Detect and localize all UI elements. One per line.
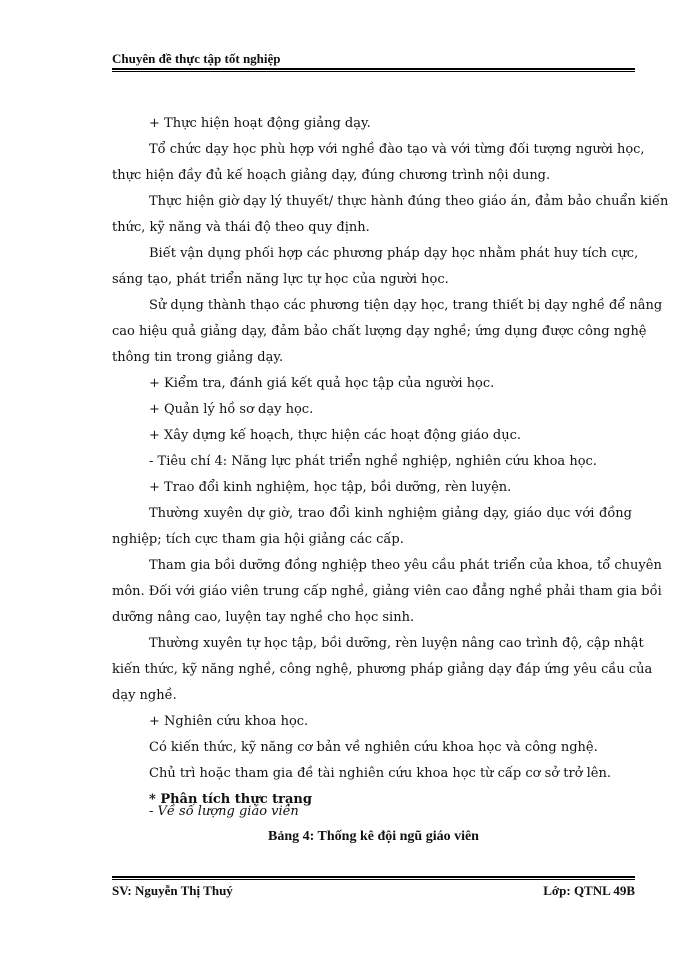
body-line: - Tiêu chí 4: Năng lực phát triển nghề nghiệp, nghiên cứu khoa học.: [149, 454, 597, 469]
body-line: Tham gia bồi dưỡng đồng nghiệp theo yêu cầu phát triển của khoa, tổ chuyên: [149, 558, 662, 573]
table-caption: Bảng 4: Thống kê đội ngũ giáo viên: [268, 829, 479, 844]
footer-rule-thin: [112, 879, 635, 880]
body-line: cao hiệu quả giảng dạy, đảm bảo chất lượng dạy nghề; ứng dụng được công nghệ: [112, 324, 647, 339]
body-line: + Kiểm tra, đánh giá kết quả học tập của người học.: [149, 376, 495, 391]
body-line: kiến thức, kỹ năng nghề, công nghệ, phương pháp giảng dạy đáp ứng yêu cầu của: [112, 662, 653, 677]
body-line: Chủ trì hoặc tham gia đề tài nghiên cứu khoa học từ cấp cơ sở trở lên.: [149, 766, 612, 781]
footer-rule: [112, 876, 635, 878]
section-heading: * Phân tích thực trạng: [149, 792, 312, 807]
header-rule-thin: [112, 71, 635, 72]
body-line: + Xây dựng kế hoạch, thực hiện các hoạt động giáo dục.: [149, 428, 522, 443]
body-line: Có kiến thức, kỹ năng cơ bản về nghiên cứu khoa học và công nghệ.: [149, 740, 598, 755]
footer-student-name: SV: Nguyễn Thị Thuý: [112, 883, 233, 898]
subsection-heading: - Về số lượng giáo viên: [149, 804, 299, 819]
body-line: thực hiện đầy đủ kế hoạch giảng dạy, đúng chương trình nội dung.: [112, 168, 551, 183]
body-line: Thực hiện giờ dạy lý thuyết/ thực hành đúng theo giáo án, đảm bảo chuẩn kiến: [149, 194, 669, 209]
body-line: Sử dụng thành thạo các phương tiện dạy học, trang thiết bị dạy nghề để nâng: [149, 298, 663, 313]
body-line: Tổ chức dạy học phù hợp với nghề đào tạo và với từng đối tượng người học,: [149, 142, 645, 157]
page-header-title: Chuyên đề thực tập tốt nghiệp: [112, 51, 281, 66]
body-line: thức, kỹ năng và thái độ theo quy định.: [112, 220, 370, 235]
footer-class: Lớp: QTNL 49B: [543, 883, 635, 898]
body-line: + Trao đổi kinh nghiệm, học tập, bồi dưỡng, rèn luyện.: [149, 480, 512, 495]
body-line: + Nghiên cứu khoa học.: [149, 714, 309, 729]
body-line: Biết vận dụng phối hợp các phương pháp dạy học nhằm phát huy tích cực,: [149, 246, 639, 261]
body-line: dạy nghề.: [112, 688, 177, 703]
body-line: dưỡng nâng cao, luyện tay nghề cho học sinh.: [112, 610, 415, 625]
body-line: + Quản lý hồ sơ dạy học.: [149, 402, 314, 417]
body-line: môn. Đối với giáo viên trung cấp nghề, giảng viên cao đẳng nghề phải tham gia bồi: [112, 584, 662, 599]
body-line: thông tin trong giảng dạy.: [112, 350, 284, 365]
body-line: nghiệp; tích cực tham gia hội giảng các cấp.: [112, 532, 404, 547]
body-line: + Thực hiện hoạt động giảng dạy.: [149, 116, 371, 131]
body-line: Thường xuyên tự học tập, bồi dưỡng, rèn luyện nâng cao trình độ, cập nhật: [149, 636, 644, 651]
header-rule: [112, 68, 635, 70]
body-line: Thường xuyên dự giờ, trao đổi kinh nghiệm giảng dạy, giáo dục với đồng: [149, 506, 632, 521]
body-line: sáng tạo, phát triển năng lực tự học của người học.: [112, 272, 449, 287]
